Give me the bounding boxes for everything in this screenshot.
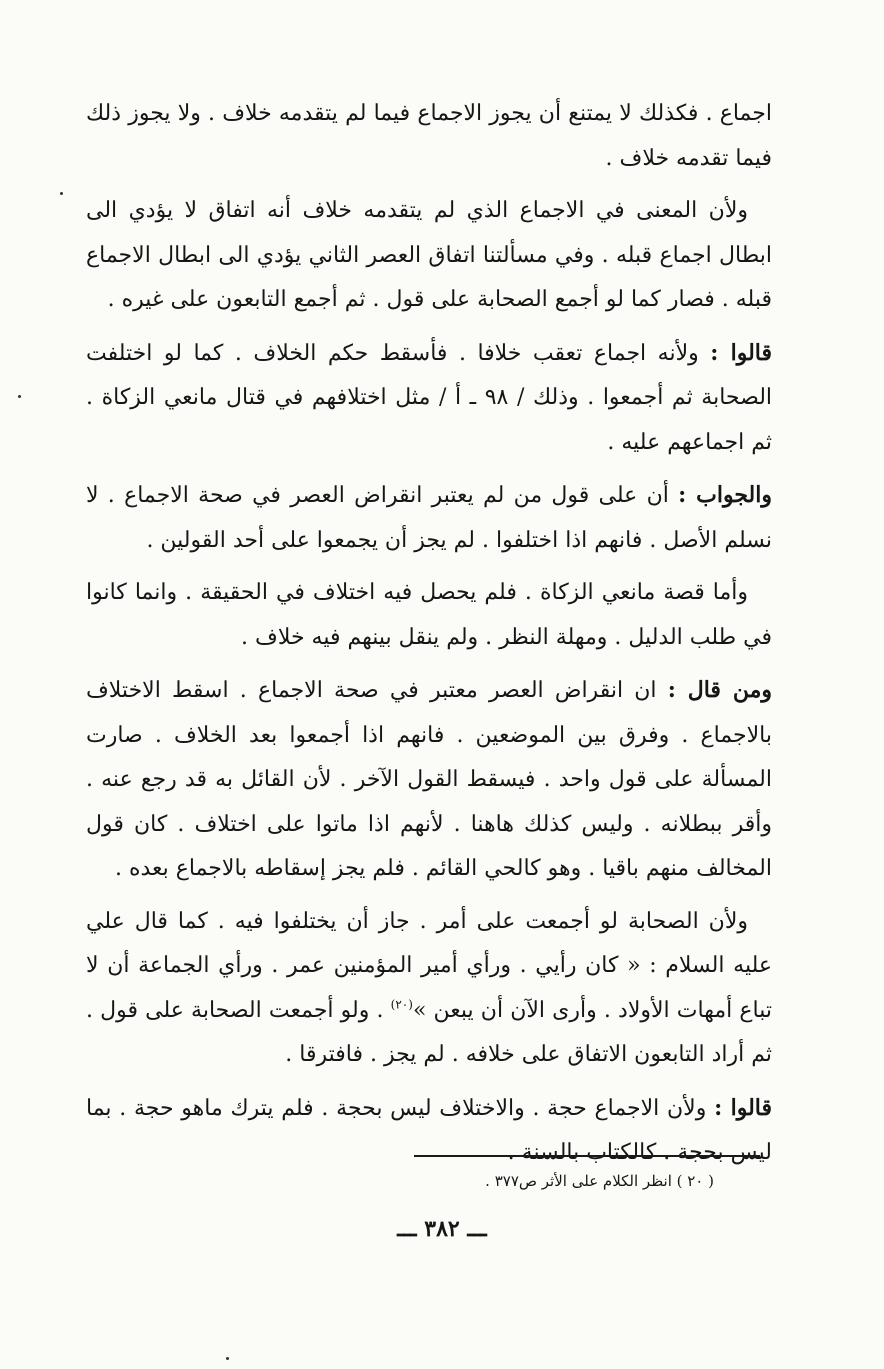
paragraph-8-lead: قالوا : bbox=[714, 1094, 773, 1121]
paragraph-1 bbox=[86, 92, 772, 181]
paragraph-6 bbox=[86, 668, 772, 892]
paragraph-7 bbox=[86, 900, 772, 1078]
paragraph-4-lead: والجواب : bbox=[678, 482, 772, 508]
main-text bbox=[86, 92, 772, 1176]
paragraph-3 bbox=[86, 331, 772, 466]
paragraph-5 bbox=[86, 571, 772, 660]
paragraph-1-text: اجماع . فكذلك لا يمتنع أن يجوز الاجماع فيما لم يتقدمه خلاف . ولا يجوز ذلك فيما تقدمه خلاف . bbox=[86, 101, 772, 171]
paragraph-5-text: وأما قصة مانعي الزكاة . فلم يحصل فيه اختلاف في الحقيقة . وانما كانوا في طلب الدليل . ومهلة النظر . ولم ينقل بينهم فيه خلاف . bbox=[86, 580, 772, 650]
paragraph-7-text-after-note: . ولو أجمعت الصحابة على قول . ثم أراد التابعون الاتفاق على خلافه . لم يجز . فافترقا . bbox=[86, 997, 772, 1067]
paragraph-2-text: ولأن المعنى في الاجماع الذي لم يتقدمه خلاف أنه اتفاق لا يؤدي الى ابطال اجماع قبله . وفي مسألتنا اتفاق العصر الثاني يؤدي الى ابطال الاجماع قبله . فصار كما لو أجمع الصحابة على قول . ثم أجمع التابعون على غيره . bbox=[86, 198, 772, 312]
paragraph-8-text: ولأن الاجماع حجة . والاختلاف ليس بحجة . فلم يترك ماهو حجة . بما ليس بحجة . كالكتاب بالسنة . bbox=[86, 1095, 772, 1165]
paragraph-6-text: ان انقراض العصر معتبر في صحة الاجماع . اسقط الاختلاف بالاجماع . وفرق بين الموضعين . فانهم اذا أجمعوا بعد الخلاف . صارت المسألة على قول واحد . فيسقط القول الآخر . لأن القائل به قد رجع عنه . وأقر ببطلانه . وليس كذلك هاهنا . لأنهم اذا ماتوا على اختلاف . كان قول المخالف منهم باقيا . وهو كالحي القائم . فلم يجز إسقاطه بالاجماع بعده . bbox=[86, 678, 772, 881]
page-number: ـــ ٣٨٢ ـــ bbox=[397, 1216, 487, 1242]
footnote-reference: (٢٠) bbox=[390, 997, 413, 1012]
paragraph-4 bbox=[86, 473, 772, 563]
paragraph-3-text: ولأنه اجماع تعقب خلافا . فأسقط حكم الخلاف . كما لو اختلفت الصحابة ثم أجمعوا . وذلك / ٩٨ ـ أ / مثل اختلافهم في قتال مانعي الزكاة . ثم اجماعهم عليه . bbox=[86, 340, 773, 455]
scan-speck bbox=[226, 1357, 229, 1360]
scan-speck bbox=[18, 395, 21, 398]
footnote-separator-line bbox=[414, 1155, 760, 1157]
paragraph-2 bbox=[86, 189, 772, 323]
paragraph-6-lead: ومن قال : bbox=[667, 677, 772, 703]
footnote: ( ٢٠ ) انظر الكلام على الأثر ص٣٧٧ . bbox=[485, 1172, 714, 1190]
paragraph-4-text: أن على قول من لم يعتبر انقراض العصر في صحة الاجماع . لا نسلم الأصل . فانهم اذا اختلفوا . لم يجز أن يجمعوا على أحد القولين . bbox=[86, 483, 772, 553]
scan-speck bbox=[60, 192, 63, 195]
paragraph-7-text-before-note: ولأن الصحابة لو أجمعت على أمر . جاز أن يختلفوا فيه . كما قال علي عليه السلام : « كان رأيي . ورأي أمير المؤمنين عمر . ورأي الجماعة أن لا تباع أمهات الأولاد . وأرى الآن أن يبعن » bbox=[86, 908, 772, 1023]
paragraph-3-lead: قالوا : bbox=[710, 339, 773, 366]
paragraph-8 bbox=[86, 1086, 772, 1176]
